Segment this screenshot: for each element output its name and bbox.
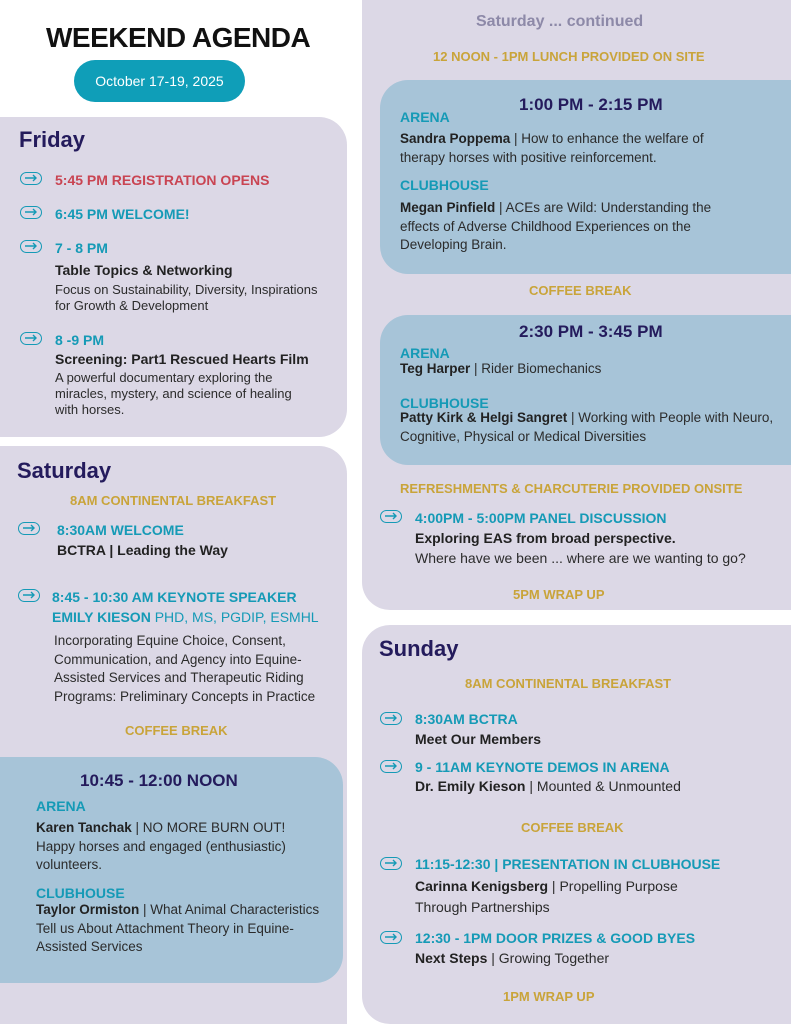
- arrow-icon: [380, 712, 402, 725]
- coffee-break: COFFEE BREAK: [125, 723, 228, 738]
- keynote-speaker: [52, 609, 319, 625]
- arrow-icon: [380, 760, 402, 773]
- arrow-icon: [380, 857, 402, 870]
- session-time: 10:45 - 12:00 NOON: [80, 771, 238, 790]
- arena-talk: | How to enhance the welfare of therapy horses with positive reinforcement.: [400, 131, 704, 165]
- saturday-welcome-time: 8:30AM WELCOME: [57, 522, 184, 538]
- sunday-item-speaker: Carinna Kenigsberg: [415, 878, 549, 894]
- arena-talk: | NO MORE BURN OUT! Happy horses and engaged (enthusiastic) volunteers.: [36, 820, 286, 872]
- friday-item-time: 8 -9 PM: [55, 332, 105, 348]
- arena-label: ARENA: [36, 798, 86, 814]
- clubhouse-label: CLUBHOUSE: [400, 395, 489, 411]
- sunday-item-time: 9 - 11AM KEYNOTE DEMOS IN ARENA: [415, 759, 670, 775]
- friday-item-title: Table Topics & Networking: [55, 262, 233, 278]
- sunday-item-time: 12:30 - 1PM DOOR PRIZES & GOOD BYES: [415, 930, 696, 946]
- arena-session: [36, 819, 311, 875]
- arena-session: [400, 360, 770, 379]
- keynote-desc: Incorporating Equine Choice, Consent, Communication, and Agency into Equine-Assisted Services and Therapeutic Riding Programs: Preliminary Concepts in Practice: [54, 633, 316, 704]
- panel-time: 4:00PM - 5:00PM PANEL DISCUSSION: [415, 510, 667, 526]
- lunch-notice: 12 NOON - 1PM LUNCH PROVIDED ON SITE: [433, 49, 705, 64]
- arrow-icon: [20, 172, 42, 185]
- clubhouse-session: [36, 901, 326, 957]
- wrap-up: 1PM WRAP UP: [503, 989, 595, 1004]
- clubhouse-talk: | Working with People with Neuro, Cognitive, Physical or Medical Diversities: [400, 410, 774, 444]
- clubhouse-label: CLUBHOUSE: [36, 885, 125, 901]
- clubhouse-talk: | ACEs are Wild: Understanding the effects of Adverse Childhood Experiences on the Developing Brain.: [400, 200, 712, 252]
- sunday-item-desc: | Propelling Purpose Through Partnerships: [415, 878, 678, 915]
- clubhouse-speaker: Patty Kirk & Helgi Sangret: [400, 410, 568, 425]
- keynote-name: EMILY KIESON: [52, 609, 151, 625]
- arrow-icon: [380, 931, 402, 944]
- friday-item-title: Screening: Part1 Rescued Hearts Film: [55, 351, 309, 367]
- friday-item-desc: Focus on Sustainability, Diversity, Inspirations for Growth & Development: [55, 282, 318, 313]
- keynote-time: 8:45 - 10:30 AM KEYNOTE SPEAKER: [52, 589, 297, 605]
- sunday-item-speaker: Next Steps: [415, 950, 488, 966]
- clubhouse-speaker: Megan Pinfield: [400, 200, 496, 215]
- panel-desc: Where have we been ... where are we wanting to go?: [415, 550, 746, 566]
- date-badge: October 17-19, 2025: [74, 60, 245, 102]
- sunday-item-title: Meet Our Members: [415, 731, 542, 747]
- sunday-item-detail: [415, 950, 609, 966]
- coffee-break: COFFEE BREAK: [521, 820, 624, 835]
- clubhouse-speaker: Taylor Ormiston: [36, 902, 140, 917]
- panel-title: Exploring EAS from broad perspective.: [415, 530, 676, 546]
- sunday-item-speaker: Dr. Emily Kieson: [415, 778, 526, 794]
- friday-heading: Friday: [19, 127, 86, 152]
- saturday-continued-heading: Saturday ... continued: [476, 13, 644, 30]
- page-title: WEEKEND AGENDA: [46, 22, 311, 53]
- clubhouse-talk: | What Animal Characteristics Tell us About Attachment Theory in Equine-Assisted Services: [36, 902, 320, 954]
- sunday-item-time: 11:15-12:30 | PRESENTATION IN CLUBHOUSE: [415, 856, 721, 872]
- coffee-break: COFFEE BREAK: [529, 283, 632, 298]
- sunday-item-detail: [415, 876, 715, 918]
- arrow-icon: [20, 240, 42, 253]
- wrap-up: 5PM WRAP UP: [513, 587, 605, 602]
- sunday-breakfast: 8AM CONTINENTAL BREAKFAST: [465, 676, 672, 691]
- friday-item-time: 7 - 8 PM: [55, 240, 108, 256]
- keynote-credentials: PHD, MS, PGDIP, ESMHL: [150, 609, 319, 625]
- refreshments-notice: REFRESHMENTS & CHARCUTERIE PROVIDED ONSITE: [400, 481, 743, 496]
- friday-registration: 5:45 PM REGISTRATION OPENS: [55, 172, 270, 188]
- arrow-icon: [18, 522, 40, 535]
- sunday-item-time: 8:30AM BCTRA: [415, 711, 518, 727]
- clubhouse-label: CLUBHOUSE: [400, 177, 489, 193]
- saturday-heading: Saturday: [17, 458, 112, 483]
- arena-speaker: Teg Harper: [400, 361, 471, 376]
- saturday-breakfast: 8AM CONTINENTAL BREAKFAST: [70, 493, 277, 508]
- saturday-welcome-title: BCTRA | Leading the Way: [57, 542, 228, 558]
- sunday-item-desc: | Mounted & Unmounted: [525, 778, 681, 794]
- clubhouse-session: [400, 409, 780, 446]
- arena-label: ARENA: [400, 345, 450, 361]
- arrow-icon: [380, 510, 402, 523]
- arrow-icon: [20, 206, 42, 219]
- friday-item-desc: A powerful documentary exploring the miracles, mystery, and science of healing with horses.: [55, 370, 292, 417]
- clubhouse-session: [400, 199, 745, 255]
- arrow-icon: [20, 332, 42, 345]
- arena-speaker: Karen Tanchak: [36, 820, 132, 835]
- arena-label: ARENA: [400, 109, 450, 125]
- arena-talk: | Rider Biomechanics: [470, 361, 602, 376]
- arrow-icon: [18, 589, 40, 602]
- arena-session: [400, 130, 750, 167]
- sunday-item-desc: | Growing Together: [487, 950, 610, 966]
- arena-speaker: Sandra Poppema: [400, 131, 511, 146]
- sunday-heading: Sunday: [379, 636, 459, 661]
- session-time: 1:00 PM - 2:15 PM: [519, 95, 663, 114]
- session-time: 2:30 PM - 3:45 PM: [519, 322, 663, 341]
- friday-welcome: 6:45 PM WELCOME!: [55, 206, 190, 222]
- sunday-item-detail: [415, 778, 681, 794]
